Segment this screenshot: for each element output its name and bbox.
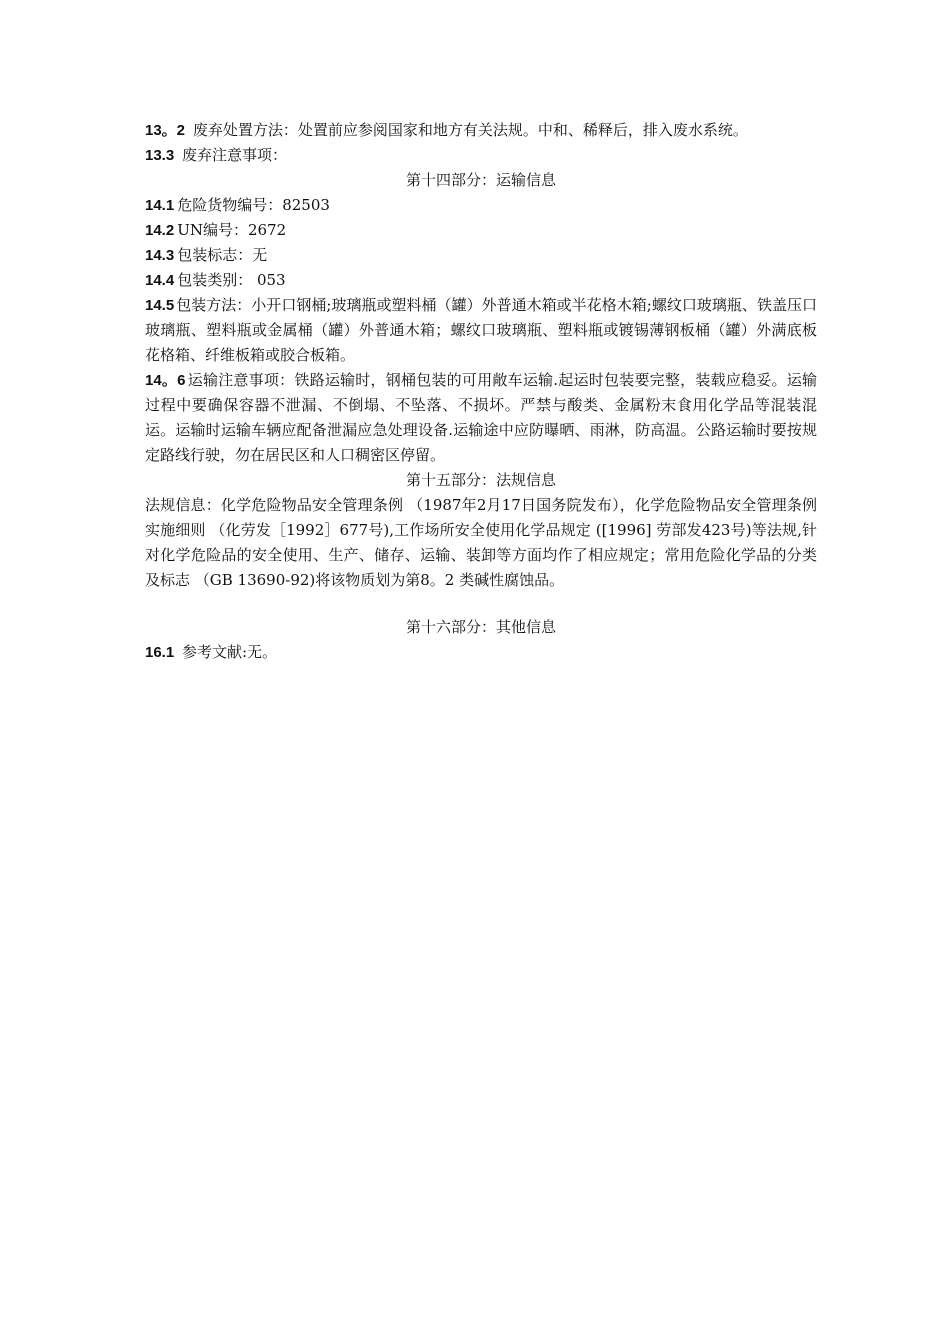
section-16-heading: 第十六部分：其他信息: [405, 618, 556, 636]
item-text: 废弃注意事项：: [181, 146, 287, 164]
item-14-2: [145, 218, 817, 243]
item-number: 14.3: [145, 247, 175, 264]
item-13-3: [145, 143, 817, 168]
section-14-heading: 第十四部分：运输信息: [405, 171, 556, 189]
document-page: [145, 118, 817, 665]
item-text: 包装标志：无: [177, 246, 268, 264]
item-number: 14.1: [145, 197, 175, 214]
item-text: 参考文献:无。: [181, 643, 278, 661]
item-text: 包装类别： 053: [177, 271, 286, 289]
section-spacer: [145, 593, 817, 615]
item-text: 危险货物编号：82503: [177, 196, 330, 214]
item-14-6: [145, 368, 817, 468]
item-16-1: [145, 640, 817, 665]
item-text: UN编号：2672: [177, 221, 287, 239]
item-number: 14。6: [145, 372, 186, 389]
item-number: 16.1: [145, 644, 175, 661]
item-number: 13.3: [145, 147, 175, 164]
item-14-4: [145, 268, 817, 293]
item-14-5: [145, 293, 817, 368]
item-13-2: [145, 118, 817, 143]
item-number: 14.5: [145, 297, 175, 314]
item-text: 废弃处置方法：处置前应参阅国家和地方有关法规。中和、稀释后，排入废水系统。: [192, 121, 748, 139]
item-text: 包装方法：小开口钢桶;玻璃瓶或塑料桶（罐）外普通木箱或半花格木箱;螺纹口玻璃瓶、铁盖压口玻璃瓶、塑料瓶或金属桶（罐）外普通木箱；螺纹口玻璃瓶、塑料瓶或镀锡薄钢板桶（罐）外满底板花格箱、纤维板箱或胶合板箱。: [145, 296, 817, 364]
item-14-3: [145, 243, 817, 268]
item-14-1: [145, 193, 817, 218]
regulations-paragraph: 法规信息：化学危险物品安全管理条例 （1987年2月17日国务院发布），化学危险物品安全管理条例实施细则 （化劳发［1992］677号),工作场所安全使用化学品规定 ([1996] 劳部发423号)等法规,针对化学危险品的安全使用、生产、储存、运输、装卸等方面均作了相应规定；常用危险化学品的分类及标志 （GB 13690-92)将该物质划为第8。2 类碱性腐蚀品。: [145, 496, 817, 589]
section-15-heading: 第十五部分：法规信息: [405, 471, 556, 489]
item-number: 14.4: [145, 272, 175, 289]
item-text: 运输注意事项：铁路运输时，钢桶包装的可用敞车运输.起运时包装要完整，装载应稳妥。运输过程中要确保容器不泄漏、不倒塌、不坠落、不损坏。严禁与酸类、金属粉末食用化学品等混装混运。运输时运输车辆应配备泄漏应急处理设备.运输途中应防曝晒、雨淋，防高温。公路运输时要按规定路线行驶，勿在居民区和人口稠密区停留。: [145, 371, 817, 464]
item-number: 13。2: [145, 122, 186, 139]
item-number: 14.2: [145, 222, 175, 239]
